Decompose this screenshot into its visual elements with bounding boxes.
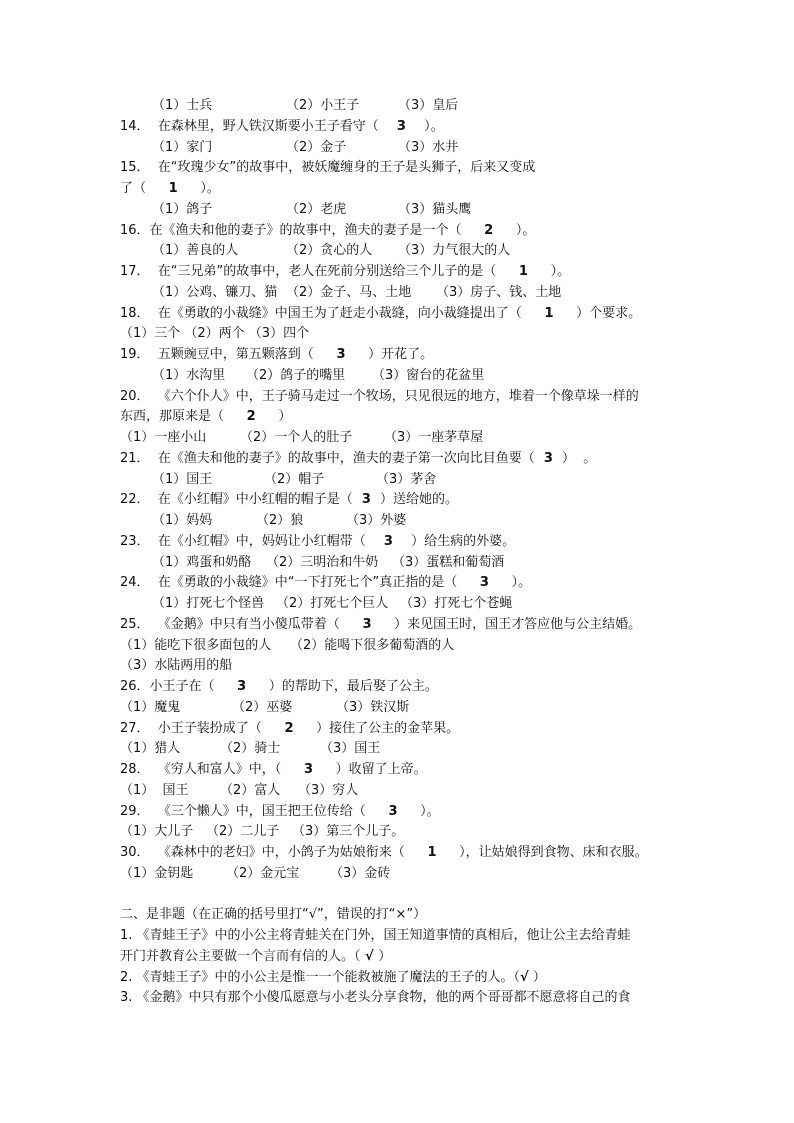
line-text: ） <box>528 970 546 985</box>
line-text: 东西，那原来是（ <box>120 409 225 424</box>
answer-text: 1 <box>496 264 551 279</box>
line-text: ）。 <box>515 223 536 238</box>
line-text: ）。 <box>420 804 440 819</box>
text-line <box>152 96 458 116</box>
answer-text: 2 <box>261 721 317 736</box>
answer-text: 3 <box>352 492 380 507</box>
line-text: ），让姑娘得到食物、床和衣服。 <box>459 845 648 860</box>
line-text: 25． 《金鹅》中只有当小傻瓜带着（ <box>120 617 340 632</box>
line-text: （3）一座茅草屋 <box>384 430 484 445</box>
text-line <box>120 968 546 988</box>
answer-text: 3 <box>339 617 395 632</box>
line-text: （3）水陆两用的船 <box>120 658 233 673</box>
line-text: （3）打死七个苍蝇 <box>400 596 513 611</box>
answer-text: 3 <box>214 679 269 694</box>
line-text: ）个要求。 <box>576 306 642 321</box>
text-line <box>152 511 406 531</box>
line-text: （2）一个人的肚子 <box>240 430 353 445</box>
answer-text: 1 <box>404 845 460 860</box>
line-text: （2）小王子 <box>286 98 360 113</box>
text-line <box>152 366 484 386</box>
text-line <box>120 117 444 137</box>
text-line <box>120 802 440 822</box>
answer-text: 3 <box>365 804 421 819</box>
line-text: ）。 <box>424 119 444 134</box>
line-text: 17． 在“三兄弟”的故事中，老人在死前分别送给三个儿子的是（ <box>120 264 497 279</box>
line-text: （1）国王 <box>152 472 213 487</box>
text-line <box>120 926 631 946</box>
text-line <box>120 760 427 780</box>
line-text: （2）金子、马、土地 <box>286 285 412 300</box>
answer-text: 3 <box>365 534 412 549</box>
line-text: （3）外婆 <box>346 513 407 528</box>
line-text: ） <box>278 409 292 424</box>
line-text: ）接住了公主的金苹果。 <box>316 721 460 736</box>
answer-text: √ <box>520 970 529 985</box>
section-heading <box>120 905 426 925</box>
line-text: （3）窗台的花盆里 <box>372 368 485 383</box>
line-text: （2）鸽子的嘴里 <box>246 368 346 383</box>
text-line <box>120 407 291 427</box>
line-text: （1）一座小山 <box>120 430 207 445</box>
line-text: 29． 《三个懒人》中，国王把王位传给（ <box>120 804 366 819</box>
text-line <box>120 532 515 552</box>
line-text: （2）打死七个巨人 <box>276 596 389 611</box>
line-text: （1）士兵 <box>152 98 213 113</box>
text-line <box>120 822 404 842</box>
text-line <box>120 428 483 448</box>
line-text: （1）大儿子 <box>120 824 194 839</box>
line-text: （1）魔鬼 <box>120 700 181 715</box>
line-text: （1）妈妈 <box>152 513 213 528</box>
text-line <box>120 490 458 510</box>
text-line <box>152 241 510 261</box>
text-line <box>120 698 409 718</box>
line-text: （2）骑士 <box>220 741 281 756</box>
line-text: （3）水井 <box>398 140 459 155</box>
line-text: （1）猎人 <box>120 741 181 756</box>
line-text: （3）蛋糕和葡萄酒 <box>392 555 505 570</box>
text-line <box>120 864 390 884</box>
line-text: （1）鸽子 <box>152 202 213 217</box>
line-text: （2）富人 <box>220 783 281 798</box>
line-text: （3）猫头鹰 <box>398 202 472 217</box>
line-text: （2）三明治和牛奶 <box>266 555 379 570</box>
line-text: 30． 《森林中的老妇》中，小鸽子为姑娘衔来（ <box>120 845 405 860</box>
line-text: 14． 在森林里，野人铁汉斯要小王子看守（ <box>120 119 379 134</box>
line-text: （2）帽子 <box>264 472 325 487</box>
line-text: 18． 在《勇敢的小裁缝》中国王为了赶走小裁缝，向小裁缝提出了（ <box>120 306 522 321</box>
line-text: （1）公鸡、镰刀、猫 <box>152 285 278 300</box>
text-line <box>120 677 438 697</box>
text-line <box>120 179 220 199</box>
line-text: ）来见国王时，国王才答应他与公主结婚。 <box>394 617 642 632</box>
line-text: 20． 《六个仆人》中，王子骑马走过一个牧场，只见很远的地方，堆着一个像草垛一样的 <box>120 389 639 404</box>
text-line <box>120 573 531 593</box>
answer-text: 2 <box>461 223 516 238</box>
line-text: （2）金子 <box>286 140 347 155</box>
text-line <box>120 387 639 407</box>
text-line <box>152 283 561 303</box>
answer-text: √ <box>360 949 379 964</box>
line-text: （2）巫婆 <box>232 700 293 715</box>
line-text: ）。 <box>200 181 220 196</box>
line-text: （3）茅舍 <box>376 472 437 487</box>
line-text: ）。 <box>550 264 571 279</box>
text-line <box>120 781 358 801</box>
line-text: 23． 在《小红帽》中，妈妈让小红帽带（ <box>120 534 366 549</box>
line-text: （1） 国王 <box>120 783 189 798</box>
line-text: 22． 在《小红帽》中小红帽的帽子是（ <box>120 492 353 507</box>
line-text: （1）鸡蛋和奶酪 <box>152 555 252 570</box>
text-line <box>120 449 596 469</box>
line-text: （2）能喝下很多葡萄酒的人 <box>290 638 455 653</box>
line-text: ）收留了上帝。 <box>335 762 427 777</box>
answer-text: 3 <box>457 575 512 590</box>
line-text: ） <box>378 949 392 964</box>
line-text: （1）家门 <box>152 140 213 155</box>
line-text: 26．小王子在（ <box>120 679 215 694</box>
text-line <box>152 594 512 614</box>
line-text: （3）力气很大的人 <box>398 243 511 258</box>
line-text: （1）水沟里 <box>152 368 226 383</box>
line-text: 15． 在“玫瑰少女”的故事中，被妖魔缠身的王子是头狮子，后来又变成 <box>120 160 536 175</box>
text-line <box>120 656 232 676</box>
line-text: （1）三个 （2）两个 （3）四个 <box>120 326 310 341</box>
line-text: （1）金钥匙 <box>120 866 194 881</box>
line-text: （3）金砖 <box>330 866 391 881</box>
line-text: 19． 五颗豌豆中，第五颗落到（ <box>120 347 314 362</box>
text-line <box>152 200 471 220</box>
line-text: 开门并教育公主要做一个言而有信的人。（ <box>120 949 361 964</box>
line-text: 16．在《渔夫和他的妻子》的故事中，渔夫的妻子是一个（ <box>120 223 462 238</box>
line-text: （3）铁汉斯 <box>336 700 410 715</box>
text-line <box>120 636 454 656</box>
text-line <box>120 158 535 178</box>
line-text: 24． 在《勇敢的小裁缝》中“一下打死七个”真正指的是（ <box>120 575 458 590</box>
line-text: （3）房子、钱、土地 <box>436 285 562 300</box>
line-text: 二、是非题（在正确的括号里打“√”，错误的打“×”） <box>120 907 427 922</box>
text-line <box>120 719 459 739</box>
text-line <box>152 553 504 573</box>
text-line <box>120 615 641 635</box>
line-text: 28． 《穷人和富人》中，（ <box>120 762 282 777</box>
answer-text: 3 <box>281 762 336 777</box>
text-line <box>120 345 433 365</box>
answer-text: 3 <box>534 451 562 466</box>
line-text: （1）善良的人 <box>152 243 239 258</box>
line-text: 21． 在《渔夫和他的妻子》的故事中，渔夫的妻子第一次向比目鱼要（ <box>120 451 535 466</box>
answer-text: 2 <box>224 409 279 424</box>
text-line <box>120 947 391 967</box>
line-text: （2）二儿子 <box>206 824 280 839</box>
answer-text: 1 <box>521 306 577 321</box>
line-text: （2）金元宝 <box>226 866 300 881</box>
line-text: （2）贪心的人 <box>286 243 373 258</box>
line-text: ）给生病的外婆。 <box>411 534 516 549</box>
text-line <box>120 262 570 282</box>
answer-text: 3 <box>313 347 369 362</box>
text-line <box>120 988 631 1008</box>
text-line <box>120 221 535 241</box>
answer-text: 3 <box>378 119 425 134</box>
text-line <box>120 324 309 344</box>
line-text: （3）国王 <box>320 741 381 756</box>
line-text: 3. 《金鹅》中只有那个小傻瓜愿意与小老头分享食物，他的两个哥哥都不愿意将自己的食 <box>120 990 631 1005</box>
text-line <box>120 739 380 759</box>
line-text: 了（ <box>120 181 147 196</box>
text-line <box>120 843 648 863</box>
line-text: （2）狼 <box>256 513 304 528</box>
line-text: （2）老虎 <box>286 202 347 217</box>
line-text: 1. 《青蛙王子》中的小公主将青蛙关在门外，国王知道事情的真相后，他让公主去给青蛙 <box>120 928 631 943</box>
line-text: ）的帮助下，最后娶了公主。 <box>268 679 438 694</box>
line-text: （1）打死七个怪兽 <box>152 596 265 611</box>
line-text: （3）第三个儿子。 <box>292 824 405 839</box>
line-text: ）开花了。 <box>368 347 434 362</box>
line-text: ）。 <box>511 575 532 590</box>
line-text: ）送给她的。 <box>379 492 458 507</box>
line-text: （1）能吃下很多面包的人 <box>120 638 272 653</box>
line-text: 27． 小王子装扮成了（ <box>120 721 262 736</box>
line-text: ） 。 <box>561 451 597 466</box>
line-text: 2. 《青蛙王子》中的小公主是惟一一个能救被施了魔法的王子的人。（ <box>120 970 521 985</box>
answer-text: 1 <box>146 181 201 196</box>
text-line <box>152 138 458 158</box>
line-text: （3）皇后 <box>398 98 459 113</box>
line-text: （3）穷人 <box>298 783 359 798</box>
text-line <box>120 304 641 324</box>
text-line <box>152 470 436 490</box>
